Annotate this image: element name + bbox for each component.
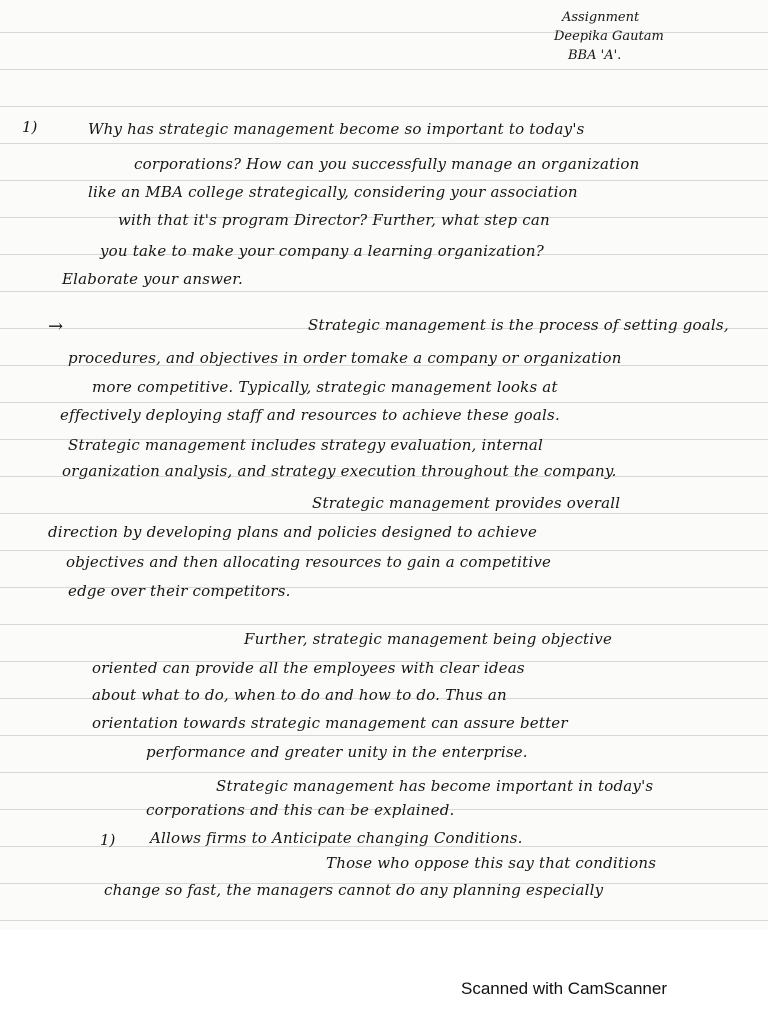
answer-line: oriented can provide all the employees with clear ideas: [92, 659, 525, 677]
answer-line: Further, strategic management being objective: [244, 630, 613, 648]
answer-line: corporations and this can be explained.: [146, 801, 455, 819]
camscanner-watermark: Scanned with CamScanner: [461, 979, 668, 998]
student-class: BBA 'A'.: [568, 48, 622, 63]
answer-line: performance and greater unity in the enterprise.: [146, 743, 528, 761]
answer-line: Strategic management includes strategy evaluation, internal: [68, 436, 544, 454]
question-line: with that it's program Director? Further, what step can: [118, 211, 550, 229]
assignment-title: Assignment: [562, 10, 640, 25]
question-line: like an MBA college strategically, considering your association: [88, 183, 578, 201]
answer-line: about what to do, when to do and how to do. Thus an: [92, 686, 507, 704]
answer-line: change so fast, the managers cannot do any planning especially: [104, 881, 604, 899]
answer-line: orientation towards strategic management can assure better: [92, 714, 568, 732]
answer-arrow: →: [48, 316, 64, 337]
question-line: you take to make your company a learning organization?: [100, 242, 544, 260]
answer-line: effectively deploying staff and resources to achieve these goals.: [60, 406, 560, 424]
question-line: Elaborate your answer.: [62, 270, 243, 288]
answer-line: Strategic management is the process of setting goals,: [308, 316, 729, 334]
answer-line: Those who oppose this say that conditions: [326, 854, 657, 872]
question-number: 1): [22, 118, 38, 136]
student-name: Deepika Gautam: [554, 29, 664, 44]
answer-line: organization analysis, and strategy execution throughout the company.: [62, 462, 617, 480]
answer-line: objectives and then allocating resources to gain a competitive: [66, 553, 552, 571]
answer-line: Strategic management has become important in today's: [216, 777, 654, 795]
answer-line: edge over their competitors.: [68, 582, 291, 600]
answer-line: Strategic management provides overall: [312, 494, 621, 512]
answer-line: Allows firms to Anticipate changing Conditions.: [150, 829, 523, 847]
question-line: Why has strategic management become so important to today's: [88, 120, 585, 138]
answer-line: direction by developing plans and policies designed to achieve: [48, 523, 538, 541]
answer-line: more competitive. Typically, strategic management looks at: [92, 378, 558, 396]
answer-line: procedures, and objectives in order tomake a company or organization: [68, 349, 622, 367]
question-line: corporations? How can you successfully manage an organization: [134, 155, 640, 173]
point-number: 1): [100, 831, 116, 849]
